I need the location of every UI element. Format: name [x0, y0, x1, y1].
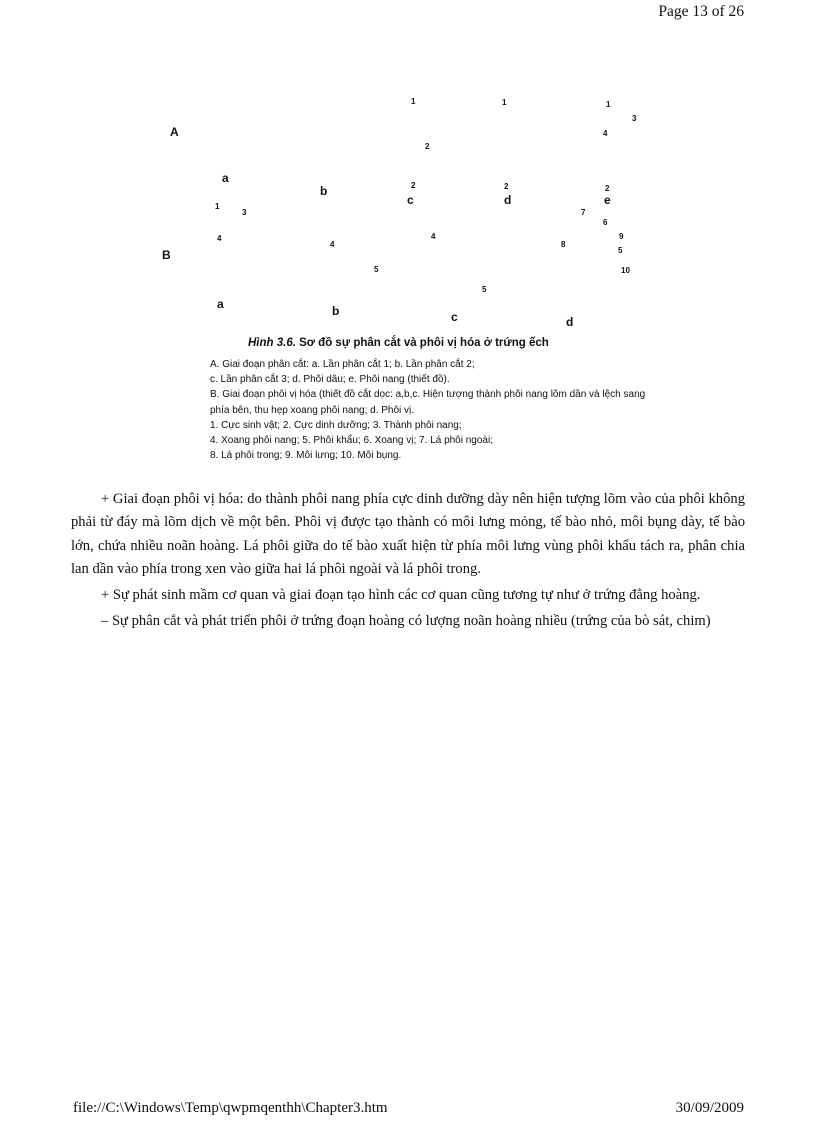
figure-number: 3 — [632, 114, 637, 123]
stage-label: a — [217, 297, 224, 311]
figure-number: 1 — [215, 202, 220, 211]
caption-title: Sơ đồ sự phân cắt và phôi vị hóa ở trứng ếch — [295, 337, 549, 349]
figure-number: 1 — [411, 97, 416, 106]
stage-label: e — [604, 193, 611, 207]
figure-number: 7 — [581, 208, 586, 217]
figure-number: 2 — [425, 142, 430, 151]
legend-line: phía bên, thu hẹp xoang phôi nang; d. Phôi vị. — [210, 404, 415, 416]
legend-line: c. Lần phân cắt 3; d. Phôi dâu; e. Phôi nang (thiết đồ). — [210, 374, 450, 386]
figure-number: 4 — [217, 234, 222, 243]
figure-caption — [248, 337, 549, 349]
legend-line: B. Giai đoạn phôi vị hóa (thiết đồ cắt dọc: a,b,c. Hiện tượng thành phôi nang lõm dần và lệch sang — [210, 389, 646, 401]
figure-number: 5 — [374, 265, 379, 274]
body-text — [71, 488, 745, 637]
page-number: Page 13 of 26 — [658, 3, 744, 20]
figure-number: 8 — [561, 240, 566, 249]
stage-label: b — [332, 304, 340, 318]
figure-number: 4 — [603, 129, 608, 138]
legend-line: 4. Xoang phôi nang; 5. Phôi khẩu; 6. Xoang vị; 7. Lá phôi ngoài; — [210, 435, 493, 447]
stage-label: b — [320, 184, 328, 198]
legend-line: A. Giai đoạn phân cắt: a. Lần phân cắt 1; b. Lần phân cắt 2; — [210, 359, 475, 370]
figure-number: 4 — [431, 232, 436, 241]
figure-number: 4 — [330, 240, 335, 249]
figure-number: 9 — [619, 232, 624, 241]
figure-number: 2 — [504, 182, 509, 191]
figure-number: 5 — [618, 246, 623, 255]
legend-line: 1. Cực sinh vật; 2. Cực dinh dưỡng; 3. Thành phôi nang; — [210, 419, 462, 431]
stage-label: c — [407, 193, 414, 207]
figure-number: 10 — [621, 266, 630, 275]
stage-label: a — [222, 171, 229, 185]
footer-date: 30/09/2009 — [675, 1100, 744, 1116]
figure-number: 5 — [482, 285, 487, 294]
footer-file-path: file://C:\Windows\Temp\qwpmqenthh\Chapter3.htm — [73, 1100, 388, 1116]
figure-legend — [210, 357, 750, 463]
paragraph: + Giai đoạn phôi vị hóa: do thành phôi nang phía cực dinh dưỡng dày nên hiện tượng lõm vào của phôi không phải từ đáy mà lõm dịch về một bên. Phôi vị được tạo thành có môi lưng mỏng, tế bào nhỏ, môi bụng dày, tế bào lớn, chứa nhiều noãn hoàng. Lá phôi giữa do tế bào xuất hiện từ phía môi lưng vùng phôi khẩu tách ra, phân chia lan dần vào phía trong xen vào giữa hai lá phôi ngoài và lá phôi trong. — [71, 491, 745, 577]
row-label-a: A — [170, 125, 179, 139]
figure-number: 3 — [242, 208, 247, 217]
figure-number: 1 — [606, 100, 611, 109]
paragraph: – Sự phân cắt và phát triển phôi ở trứng đoạn hoàng có lượng noãn hoàng nhiều (trứng của bò sát, chim) — [101, 613, 711, 630]
figure-number: 2 — [605, 184, 610, 193]
legend-line: 8. Lá phôi trong; 9. Môi lưng; 10. Môi bụng. — [210, 450, 402, 462]
figure-number: 1 — [502, 98, 507, 107]
row-label-b: B — [162, 248, 171, 262]
figure-number: 2 — [411, 181, 416, 190]
stage-label: d — [566, 315, 574, 329]
stage-label: d — [504, 193, 512, 207]
paragraph: + Sự phát sinh mầm cơ quan và giai đoạn tạo hình các cơ quan cũng tương tự như ở trứng đẳng hoàng. — [101, 587, 701, 604]
figure-number: 6 — [603, 218, 608, 227]
caption-prefix: Hình 3.6. — [248, 337, 296, 349]
stage-label: c — [451, 310, 458, 324]
